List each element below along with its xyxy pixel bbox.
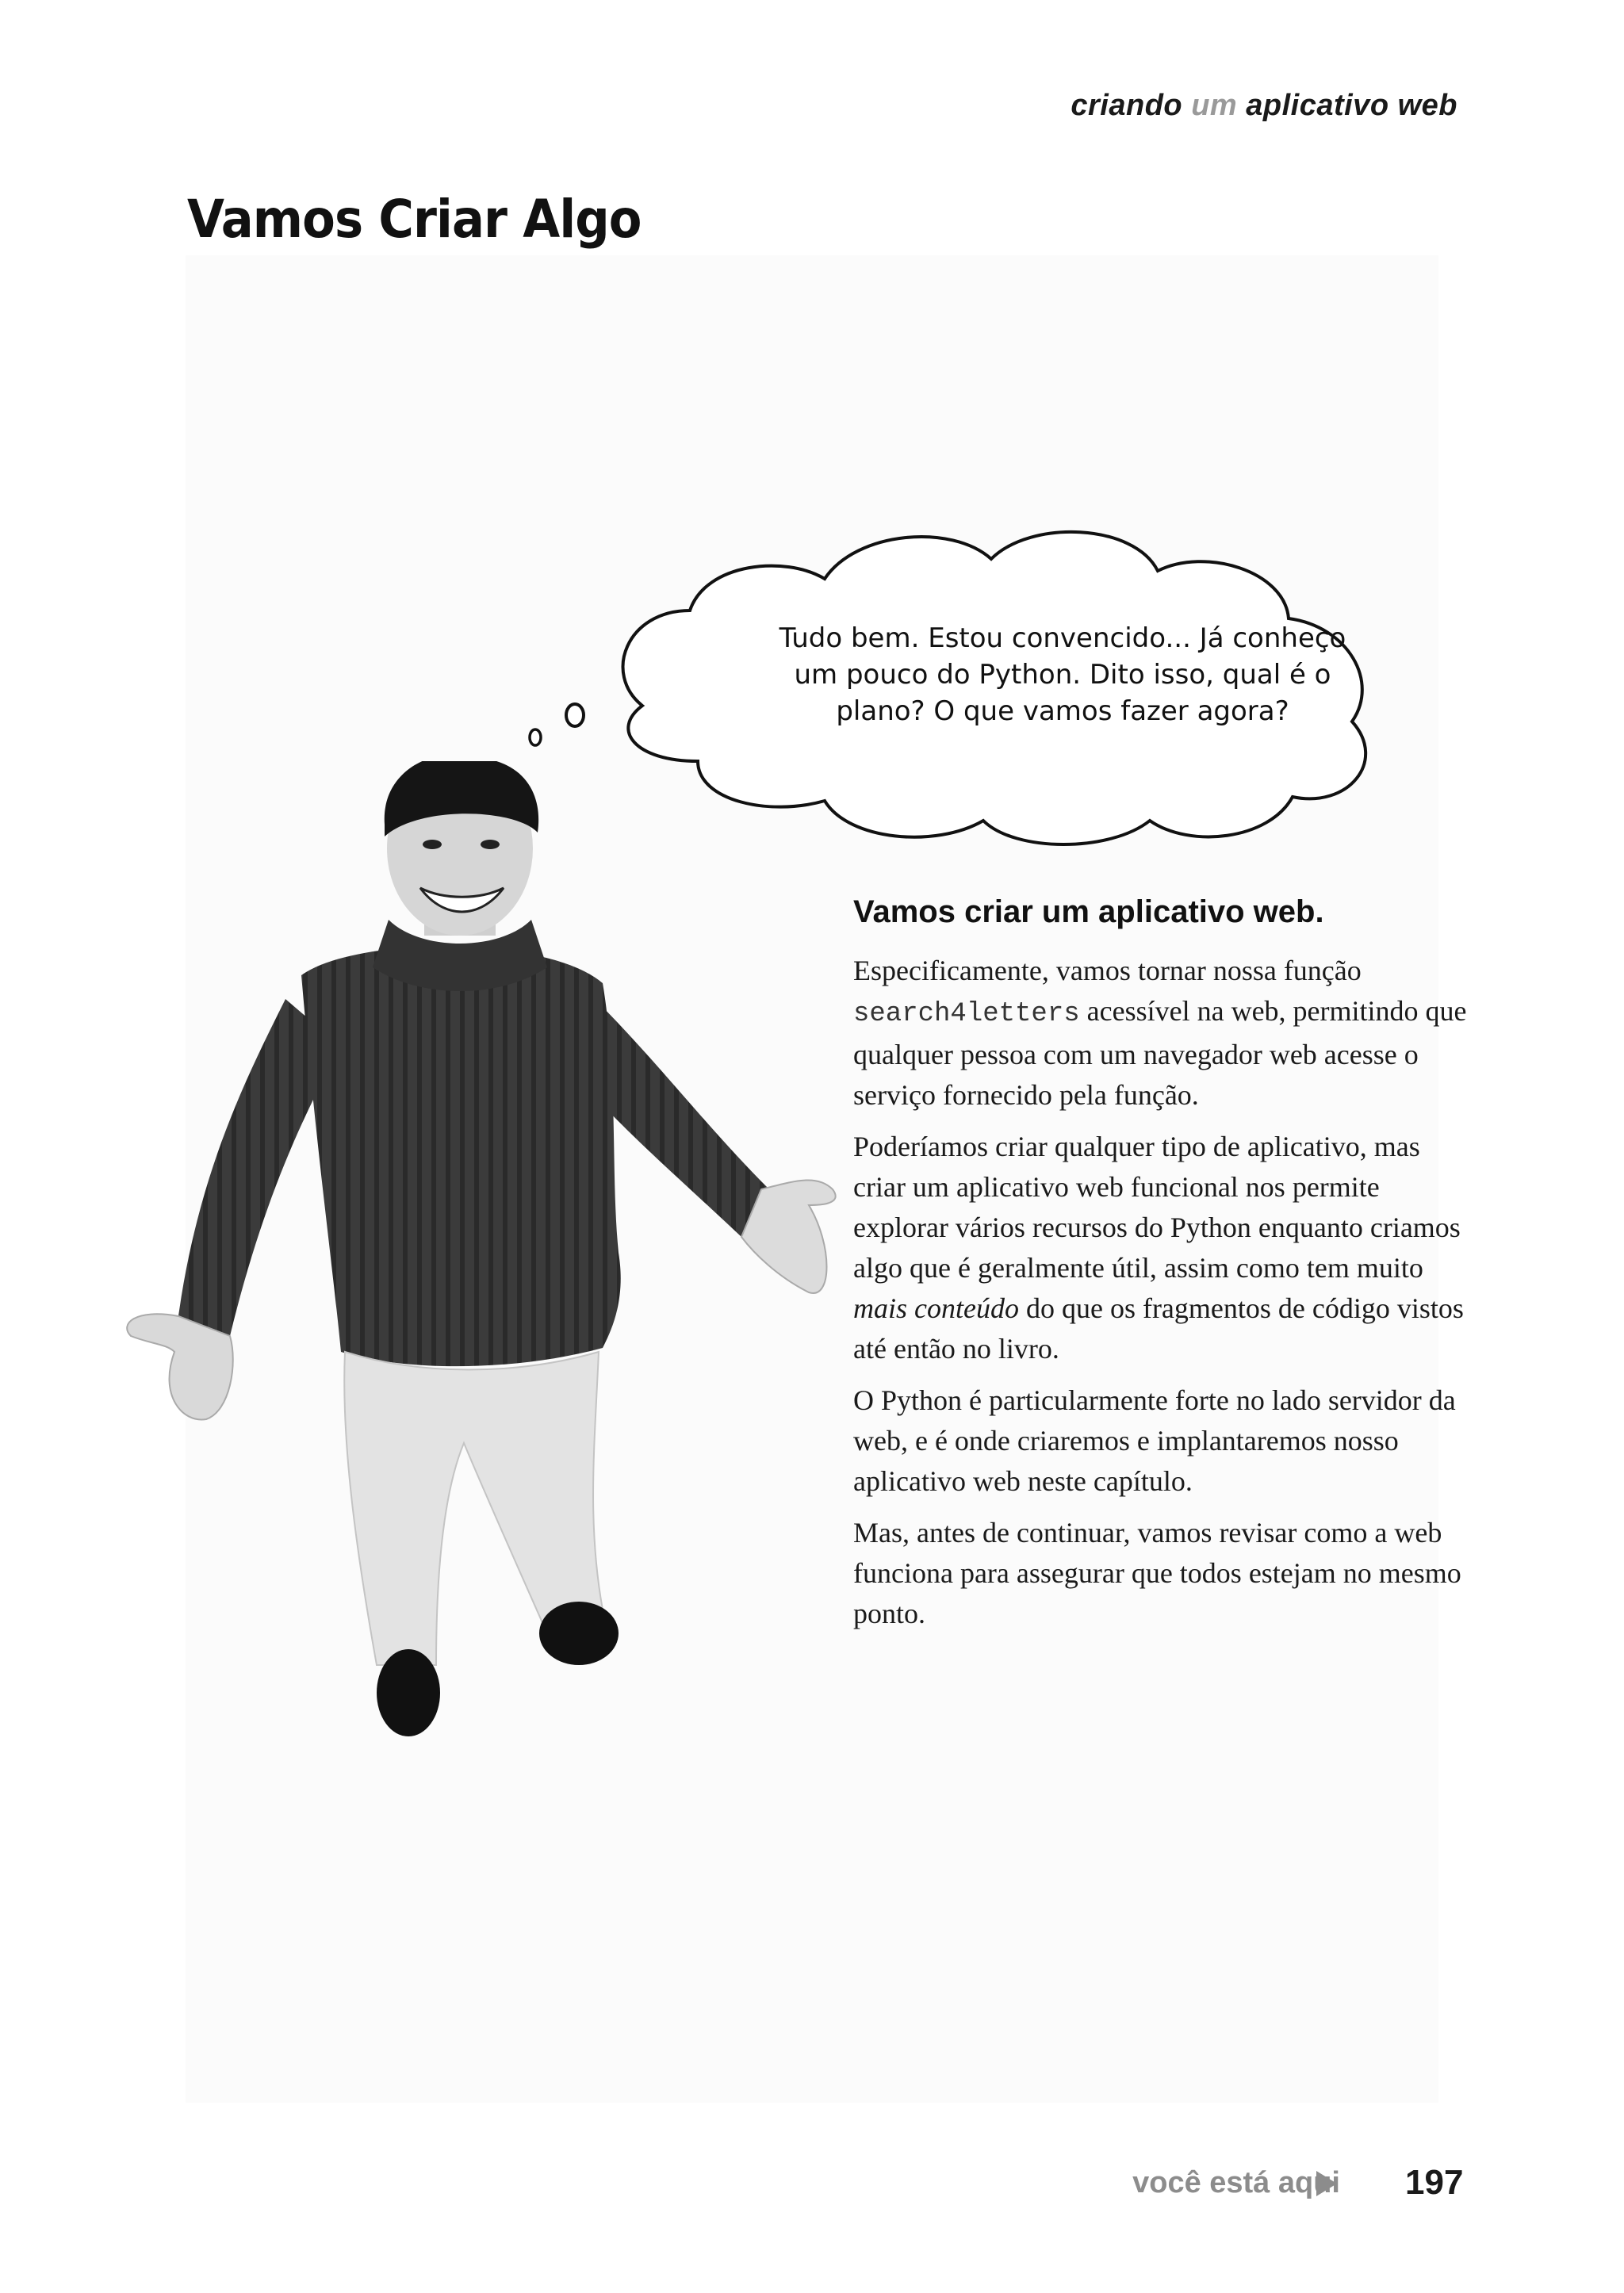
paragraph-2-after: do que os fragmentos de código vistos até então no livro. xyxy=(853,1292,1464,1365)
thought-bubble-text xyxy=(737,620,1388,729)
main-content xyxy=(853,894,1472,1645)
paragraph-1-before: Especificamente, vamos tornar nossa função xyxy=(853,955,1362,986)
paragraph-1 xyxy=(853,951,1472,1116)
right-triangle-icon xyxy=(1316,2171,1337,2196)
person-left-shoe xyxy=(377,1649,440,1736)
paragraph-1-after: acessível na web, permitindo que qualquer pessoa com um navegador web acesse o serviço fornecido pela função. xyxy=(853,995,1467,1111)
paragraph-2-before: Poderíamos criar qualquer tipo de aplicativo, mas criar um aplicativo web funcional nos permite explorar vários recursos do Python enquanto criamos algo que é geralmente útil, assim como tem muito xyxy=(853,1131,1461,1284)
running-head-post: aplicativo web xyxy=(1237,89,1457,122)
thought-dot-large xyxy=(566,704,584,726)
running-head xyxy=(1071,89,1457,123)
paragraph-2-emphasis: mais conteúdo xyxy=(853,1292,1019,1324)
person-left-eye xyxy=(423,840,442,849)
person-right-eye xyxy=(481,840,500,849)
paragraph-3: O Python é particularmente forte no lado servidor da web, e é onde criaremos e implantaremos nosso aplicativo web neste capítulo. xyxy=(853,1384,1456,1497)
running-head-mid: um xyxy=(1191,89,1238,122)
inline-code: search4letters xyxy=(853,999,1080,1029)
paragraph-2 xyxy=(853,1127,1472,1369)
person-photo xyxy=(103,761,856,1792)
section-heading: Vamos criar um aplicativo web. xyxy=(853,894,1324,929)
bubble-line-2: um pouco do Python. Dito isso, qual é o xyxy=(794,659,1331,691)
bubble-line-1: Tudo bem. Estou convencido... Já conheço xyxy=(779,622,1346,654)
footer xyxy=(0,2163,1624,2214)
person-sweater xyxy=(301,947,621,1367)
paragraph-4: Mas, antes de continuar, vamos revisar como a web funciona para assegurar que todos estejam no mesmo ponto. xyxy=(853,1517,1461,1629)
thought-dot-small xyxy=(530,729,541,745)
page-number: 197 xyxy=(1405,2163,1464,2202)
page-title: Vamos Criar Algo xyxy=(187,189,642,250)
you-are-here-label: você está aqui xyxy=(1132,2166,1340,2199)
person-right-shoe xyxy=(539,1602,619,1665)
bubble-line-3: plano? O que vamos fazer agora? xyxy=(836,695,1289,727)
running-head-pre: criando xyxy=(1071,89,1192,122)
